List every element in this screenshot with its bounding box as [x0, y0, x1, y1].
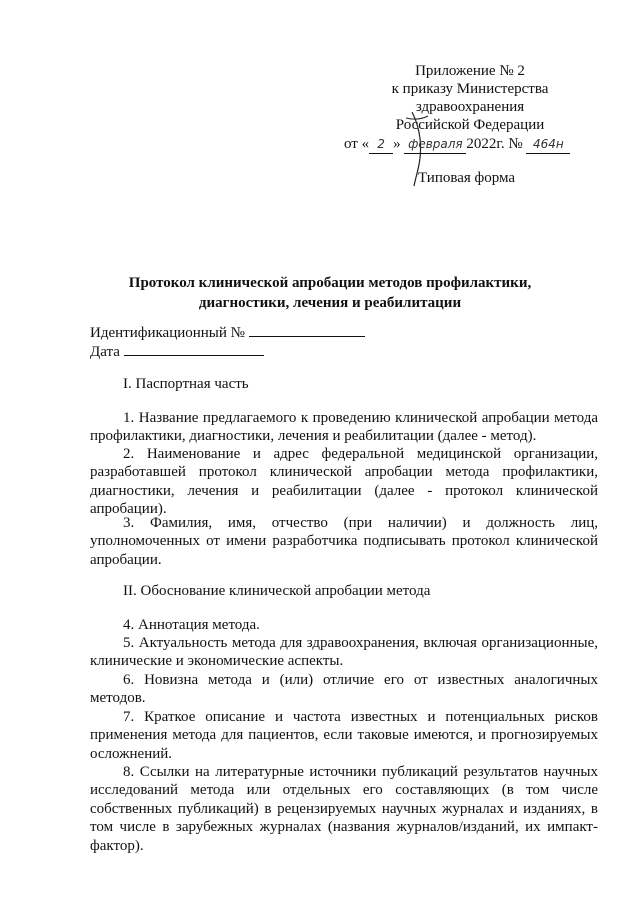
paragraph-item-2: 2. Наименование и адрес федеральной медицинской организации, разработавшей протокол клинической апробации метода профилактики, диагностики, лечения и реабилитации (далее - протокол клинической апробации).: [90, 446, 598, 518]
paragraph-item-1: 1. Название предлагаемого к проведению клинической апробации метода профилактики, диагностики, лечения и реабилитации (далее - метод).: [90, 410, 598, 445]
section-heading-passport: I. Паспортная часть: [123, 376, 249, 392]
date-blank: [124, 341, 264, 356]
order-month-handwritten: февраля: [404, 135, 466, 154]
title-line-1: Протокол клинической апробации методов профилактики,: [128, 275, 532, 291]
typed-form-label: Типовая форма: [418, 170, 516, 186]
appendix-header: [330, 62, 610, 134]
paragraph-item-7: 7. Краткое описание и частота известных и потенциальных рисков применения метода для пациентов, если таковые имеются, и прогнозируемых осложнений.: [90, 709, 598, 762]
date-field: [90, 341, 264, 361]
order-date-line: [344, 135, 570, 154]
paragraph-item-4: 4. Аннотация метода.: [123, 617, 260, 633]
order-prefix: от «: [344, 136, 370, 152]
order-mid: »: [393, 136, 401, 152]
paragraph-item-8: 8. Ссылки на литературные источники публикаций результатов научных исследований метода или отдельных его составляющих (в том числе собственных публикаций) в рецензируемых научных журналах и изданиях, в том числе в зарубежных журналах (названия журналов/изданий, их импакт-фактор).: [90, 764, 598, 854]
order-number-handwritten: 464н: [526, 135, 570, 154]
title-line-2: диагностики, лечения и реабилитации: [198, 295, 462, 311]
id-number-blank: [249, 322, 365, 337]
paragraph-item-3: 3. Фамилия, имя, отчество (при наличии) и должность лиц, уполномоченных от имени разработчика подписывать протокол клинической апробации.: [90, 515, 598, 568]
order-year: 2022г. №: [466, 136, 523, 152]
appendix-line-3: здравоохранения: [415, 99, 525, 115]
id-number-label: Идентификационный №: [90, 325, 245, 341]
appendix-line-4: Российской Федерации: [395, 117, 545, 133]
section-heading-rationale: II. Обоснование клинической апробации метода: [123, 583, 431, 599]
document-title: [80, 273, 580, 313]
date-label: Дата: [90, 344, 120, 360]
appendix-line-2: к приказу Министерства: [391, 81, 549, 97]
paragraph-item-6: 6. Новизна метода и (или) отличие его от известных аналогичных методов.: [90, 672, 598, 707]
appendix-line-1: Приложение № 2: [415, 63, 525, 79]
paragraph-item-5: 5. Актуальность метода для здравоохранения, включая организационные, клинические и экономические аспекты.: [90, 635, 598, 670]
id-number-field: [90, 322, 365, 342]
order-day-handwritten: 2: [369, 135, 393, 154]
